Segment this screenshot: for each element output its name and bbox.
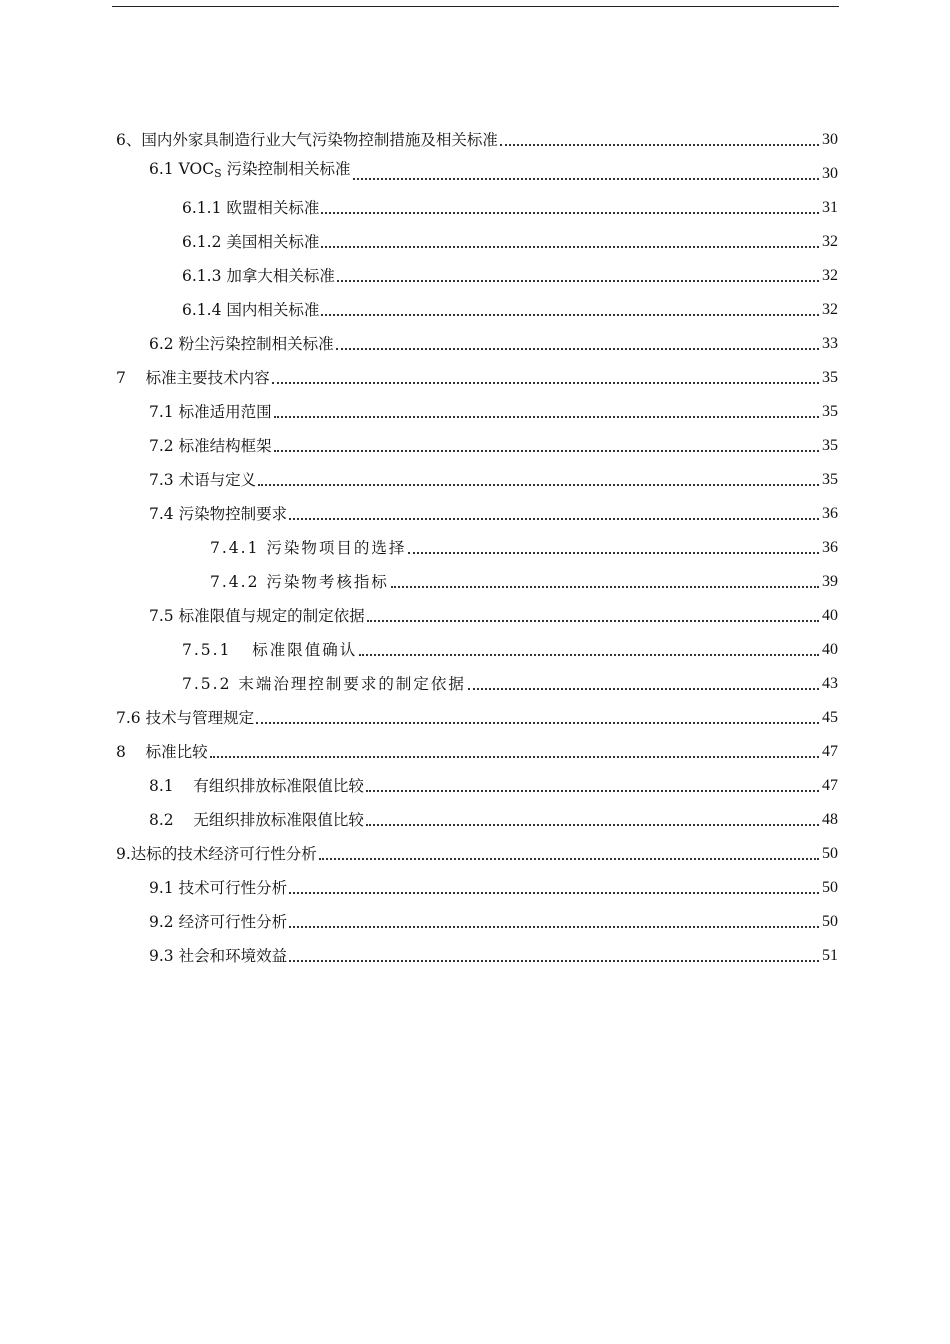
toc-entry-title: 6.1.3 加拿大相关标准 (182, 267, 335, 285)
toc-leader-dots (319, 858, 819, 860)
toc-leader-dots (321, 314, 819, 316)
toc-entry-title: 7.1 标准适用范围 (149, 403, 272, 421)
toc-page-number: 50 (822, 913, 838, 930)
toc-entry-9[interactable] (116, 841, 838, 867)
toc-leader-dots (391, 586, 819, 588)
toc-leader-dots (272, 382, 819, 384)
toc-leader-dots (367, 620, 819, 622)
toc-entry-7-5-1[interactable] (182, 637, 838, 663)
toc-entry-7-3[interactable] (149, 467, 838, 493)
toc-leader-dots (500, 144, 819, 146)
toc-page-number: 32 (822, 233, 838, 250)
toc-entry-title: 7.2 标准结构框架 (149, 437, 272, 455)
toc-entry-8[interactable] (116, 739, 838, 765)
toc-entry-title: 7.4.1 污染物项目的选择 (210, 539, 407, 557)
toc-entry-title: 9.2 经济可行性分析 (149, 913, 288, 931)
toc-entry-title: 7.4.2 污染物考核指标 (210, 573, 389, 591)
toc-entry-6-1-2[interactable] (182, 229, 838, 255)
toc-entry-title: 8.2 无组织排放标准限值比较 (149, 811, 364, 829)
toc-entry-title: 7.3 术语与定义 (149, 471, 257, 489)
toc-entry-7-5-2[interactable] (182, 671, 838, 697)
toc-leader-dots (321, 246, 819, 248)
toc-leader-dots (337, 280, 819, 282)
toc-page-number: 31 (822, 199, 838, 216)
toc-entry-7-1[interactable] (149, 399, 838, 425)
toc-entry-7-5[interactable] (149, 603, 838, 629)
toc-page-number: 45 (822, 709, 838, 726)
toc-entry-9-2[interactable] (149, 909, 838, 935)
toc-entry-title: 6、国内外家具制造行业大气污染物控制措施及相关标准 (116, 131, 498, 149)
toc-page-number: 35 (822, 369, 838, 386)
toc-page-number: 36 (822, 505, 838, 522)
toc-leader-dots (321, 212, 819, 214)
toc-leader-dots (289, 960, 819, 962)
toc-entry-7-4-2[interactable] (210, 569, 838, 595)
toc-page-number: 30 (822, 165, 838, 182)
toc-leader-dots (468, 688, 819, 690)
toc-leader-dots (353, 178, 819, 180)
toc-entry-8-1[interactable] (149, 773, 838, 799)
toc-entry-title: 8 标准比较 (116, 743, 208, 761)
toc-page-number: 33 (822, 335, 838, 352)
toc-entry-7-4[interactable] (149, 501, 838, 527)
toc-entry-7[interactable] (116, 365, 838, 391)
toc-page-number: 40 (822, 607, 838, 624)
toc-entry-6-1-3[interactable] (182, 263, 838, 289)
header-rule (112, 6, 839, 7)
toc-entry-6-1-4[interactable] (182, 297, 838, 323)
toc-leader-dots (274, 450, 819, 452)
toc-entry-6[interactable] (116, 127, 838, 153)
toc-entry-title: 9.1 技术可行性分析 (149, 879, 288, 897)
toc-entry-title: 6.1.4 国内相关标准 (182, 301, 320, 319)
toc-page-number: 47 (822, 743, 838, 760)
toc-page-number: 30 (822, 131, 838, 148)
toc-page-number: 48 (822, 811, 838, 828)
toc-leader-dots (366, 824, 819, 826)
toc-page-number: 35 (822, 437, 838, 454)
toc-leader-dots (258, 484, 819, 486)
toc-entry-7-4-1[interactable] (210, 535, 838, 561)
toc-leader-dots (408, 552, 819, 554)
toc-leader-dots (289, 926, 819, 928)
toc-entry-title: 6.1 $VOC_S$ 污染控制相关标准 (149, 160, 351, 180)
toc-page-number: 50 (822, 879, 838, 896)
toc-entry-title: 7.5.2 末端治理控制要求的制定依据 (182, 675, 466, 693)
toc-entry-6-1[interactable] (149, 161, 838, 187)
toc-leader-dots (289, 892, 819, 894)
toc-entry-title: 7.6 技术与管理规定 (116, 709, 255, 727)
toc-page-number: 47 (822, 777, 838, 794)
toc-page-number: 36 (822, 539, 838, 556)
toc-page-number: 51 (822, 947, 838, 964)
toc-leader-dots (210, 756, 819, 758)
toc-leader-dots (274, 416, 819, 418)
toc-entry-title: 7.5.1 标准限值确认 (182, 641, 358, 659)
toc-page-number: 50 (822, 845, 838, 862)
toc-page-number: 40 (822, 641, 838, 658)
toc-leader-dots (289, 518, 819, 520)
toc-entry-6-1-1[interactable] (182, 195, 838, 221)
toc-entry-title: 9.3 社会和环境效益 (149, 947, 288, 965)
toc-page-number: 43 (822, 675, 838, 692)
toc-page-number: 32 (822, 301, 838, 318)
toc-entry-9-3[interactable] (149, 943, 838, 969)
toc-page-number: 35 (822, 471, 838, 488)
toc-leader-dots (336, 348, 819, 350)
toc-leader-dots (256, 722, 819, 724)
toc-page-number: 39 (822, 573, 838, 590)
toc-leader-dots (366, 790, 819, 792)
toc-entry-9-1[interactable] (149, 875, 838, 901)
toc-page-number: 35 (822, 403, 838, 420)
toc-entry-7-6[interactable] (116, 705, 838, 731)
toc-entry-title: 7.5 标准限值与规定的制定依据 (149, 607, 365, 625)
toc-entry-title: 7.4 污染物控制要求 (149, 505, 288, 523)
toc-entry-6-2[interactable] (149, 331, 838, 357)
toc-entry-title: 6.2 粉尘污染控制相关标准 (149, 335, 334, 353)
toc-entry-title: 6.1.2 美国相关标准 (182, 233, 320, 251)
toc-page-number: 32 (822, 267, 838, 284)
toc-entry-title: 9.达标的技术经济可行性分析 (116, 845, 317, 863)
toc-entry-title: 7 标准主要技术内容 (116, 369, 270, 387)
toc-entry-title: 8.1 有组织排放标准限值比较 (149, 777, 364, 795)
toc-leader-dots (359, 654, 819, 656)
toc-entry-title: 6.1.1 欧盟相关标准 (182, 199, 320, 217)
toc-entry-8-2[interactable] (149, 807, 838, 833)
toc-entry-7-2[interactable] (149, 433, 838, 459)
